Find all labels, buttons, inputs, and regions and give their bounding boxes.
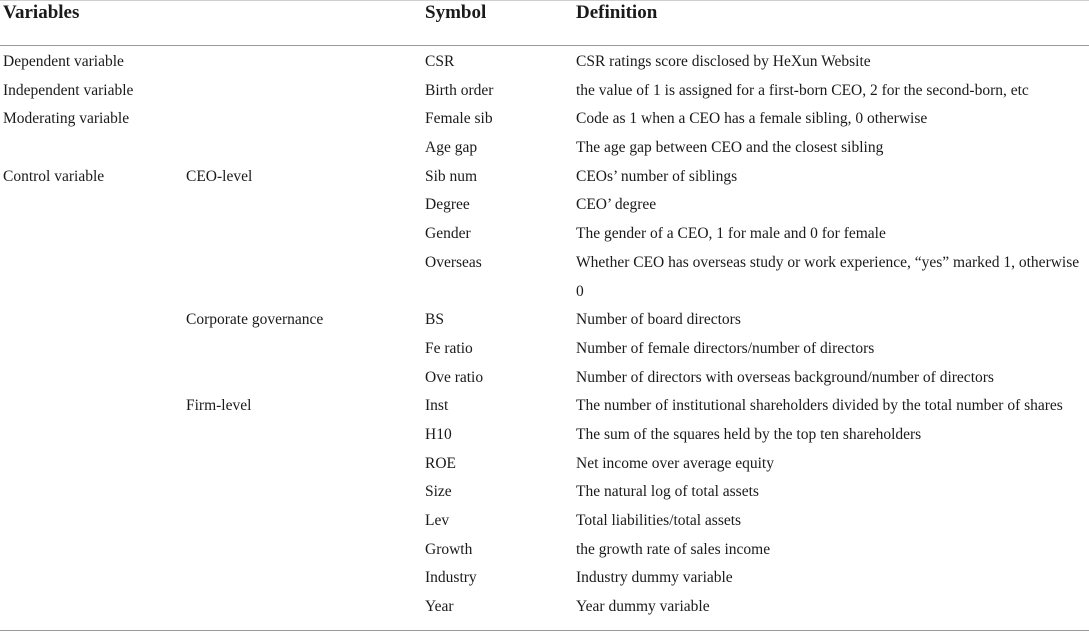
table-row xyxy=(0,507,1089,536)
cell-definition: Total liabilities/total assets xyxy=(576,512,742,529)
cell-definition: CSR ratings score disclosed by HeXun Website xyxy=(576,53,871,70)
table-row xyxy=(0,564,1089,593)
cell-definition: Code as 1 when a CEO has a female sibling, 0 otherwise xyxy=(576,110,928,128)
cell-definition: The gender of a CEO, 1 for male and 0 for female xyxy=(576,225,886,243)
table-row xyxy=(0,478,1089,507)
table-row xyxy=(0,191,1089,220)
cell-symbol: Inst xyxy=(425,397,449,415)
cell-category: Control variable xyxy=(3,167,105,185)
cell-subcategory: CEO-level xyxy=(186,167,253,185)
cell-definition: The age gap between CEO and the closest sibling xyxy=(576,139,884,157)
cell-subcategory: Firm-level xyxy=(186,397,252,415)
cell-category: Dependent variable xyxy=(3,53,124,70)
cell-symbol: Year xyxy=(425,598,454,616)
cell-symbol: Sib num xyxy=(425,167,478,185)
cell-category: Moderating variable xyxy=(3,110,130,128)
cell-symbol: Gender xyxy=(425,225,471,243)
cell-definition: CEOs’ number of siblings xyxy=(576,167,738,185)
cell-symbol: Fe ratio xyxy=(425,339,473,357)
table-row xyxy=(0,392,1089,421)
table-row xyxy=(0,220,1089,249)
cell-definition: Number of board directors xyxy=(576,311,741,329)
cell-definition: Number of female directors/number of directors xyxy=(576,339,875,357)
cell-definition: the growth rate of sales income xyxy=(576,540,771,558)
cell-symbol: Size xyxy=(425,483,452,501)
cell-definition: Year dummy variable xyxy=(576,598,710,616)
table-row xyxy=(0,77,1089,106)
cell-symbol: CSR xyxy=(425,53,455,70)
cell-symbol: Ove ratio xyxy=(425,368,484,386)
cell-definition: Net income over average equity xyxy=(576,454,774,472)
bottom-rule xyxy=(0,630,1089,631)
cell-symbol: H10 xyxy=(425,425,452,443)
table-row xyxy=(0,105,1089,134)
header-rule xyxy=(0,45,1089,46)
cell-definition: The number of institutional shareholders divided by the total number of shares xyxy=(576,397,1063,415)
cell-definition: Industry dummy variable xyxy=(576,569,733,587)
table-row xyxy=(0,364,1089,393)
header-variables: Variables xyxy=(3,2,80,23)
cell-symbol: Female sib xyxy=(425,110,493,128)
cell-definition: CEO’ degree xyxy=(576,196,657,214)
table-row xyxy=(0,163,1089,192)
table-row xyxy=(0,306,1089,335)
cell-category: Independent variable xyxy=(3,81,134,99)
cell-subcategory: Corporate governance xyxy=(186,311,324,329)
cell-symbol: Age gap xyxy=(425,139,478,157)
cell-definition: Whether CEO has overseas study or work experience, “yes” marked 1, otherwise xyxy=(576,253,1080,271)
cell-symbol: Degree xyxy=(425,196,470,214)
cell-symbol: Lev xyxy=(425,512,450,529)
table-row xyxy=(0,134,1089,163)
table-row xyxy=(0,278,1089,307)
cell-symbol: Industry xyxy=(425,569,477,587)
cell-definition: the value of 1 is assigned for a first-born CEO, 2 for the second-born, etc xyxy=(576,81,1029,99)
table-row xyxy=(0,450,1089,479)
cell-definition: The sum of the squares held by the top ten shareholders xyxy=(576,425,922,443)
table-row xyxy=(0,593,1089,622)
header-symbol: Symbol xyxy=(425,2,487,23)
table-row xyxy=(0,421,1089,450)
table-body xyxy=(0,48,1089,622)
cell-symbol: BS xyxy=(425,311,444,329)
cell-symbol: Overseas xyxy=(425,253,482,271)
top-rule xyxy=(0,0,1089,1)
cell-symbol: Growth xyxy=(425,540,473,558)
cell-symbol: ROE xyxy=(425,454,456,472)
cell-symbol: Birth order xyxy=(425,81,494,99)
table-row xyxy=(0,536,1089,565)
cell-definition: Number of directors with overseas background/number of directors xyxy=(576,368,994,386)
cell-definition: The natural log of total assets xyxy=(576,483,759,501)
table-row xyxy=(0,48,1089,77)
table-row xyxy=(0,249,1089,278)
table-row xyxy=(0,335,1089,364)
header-definition: Definition xyxy=(576,2,658,23)
cell-definition: 0 xyxy=(576,282,584,300)
